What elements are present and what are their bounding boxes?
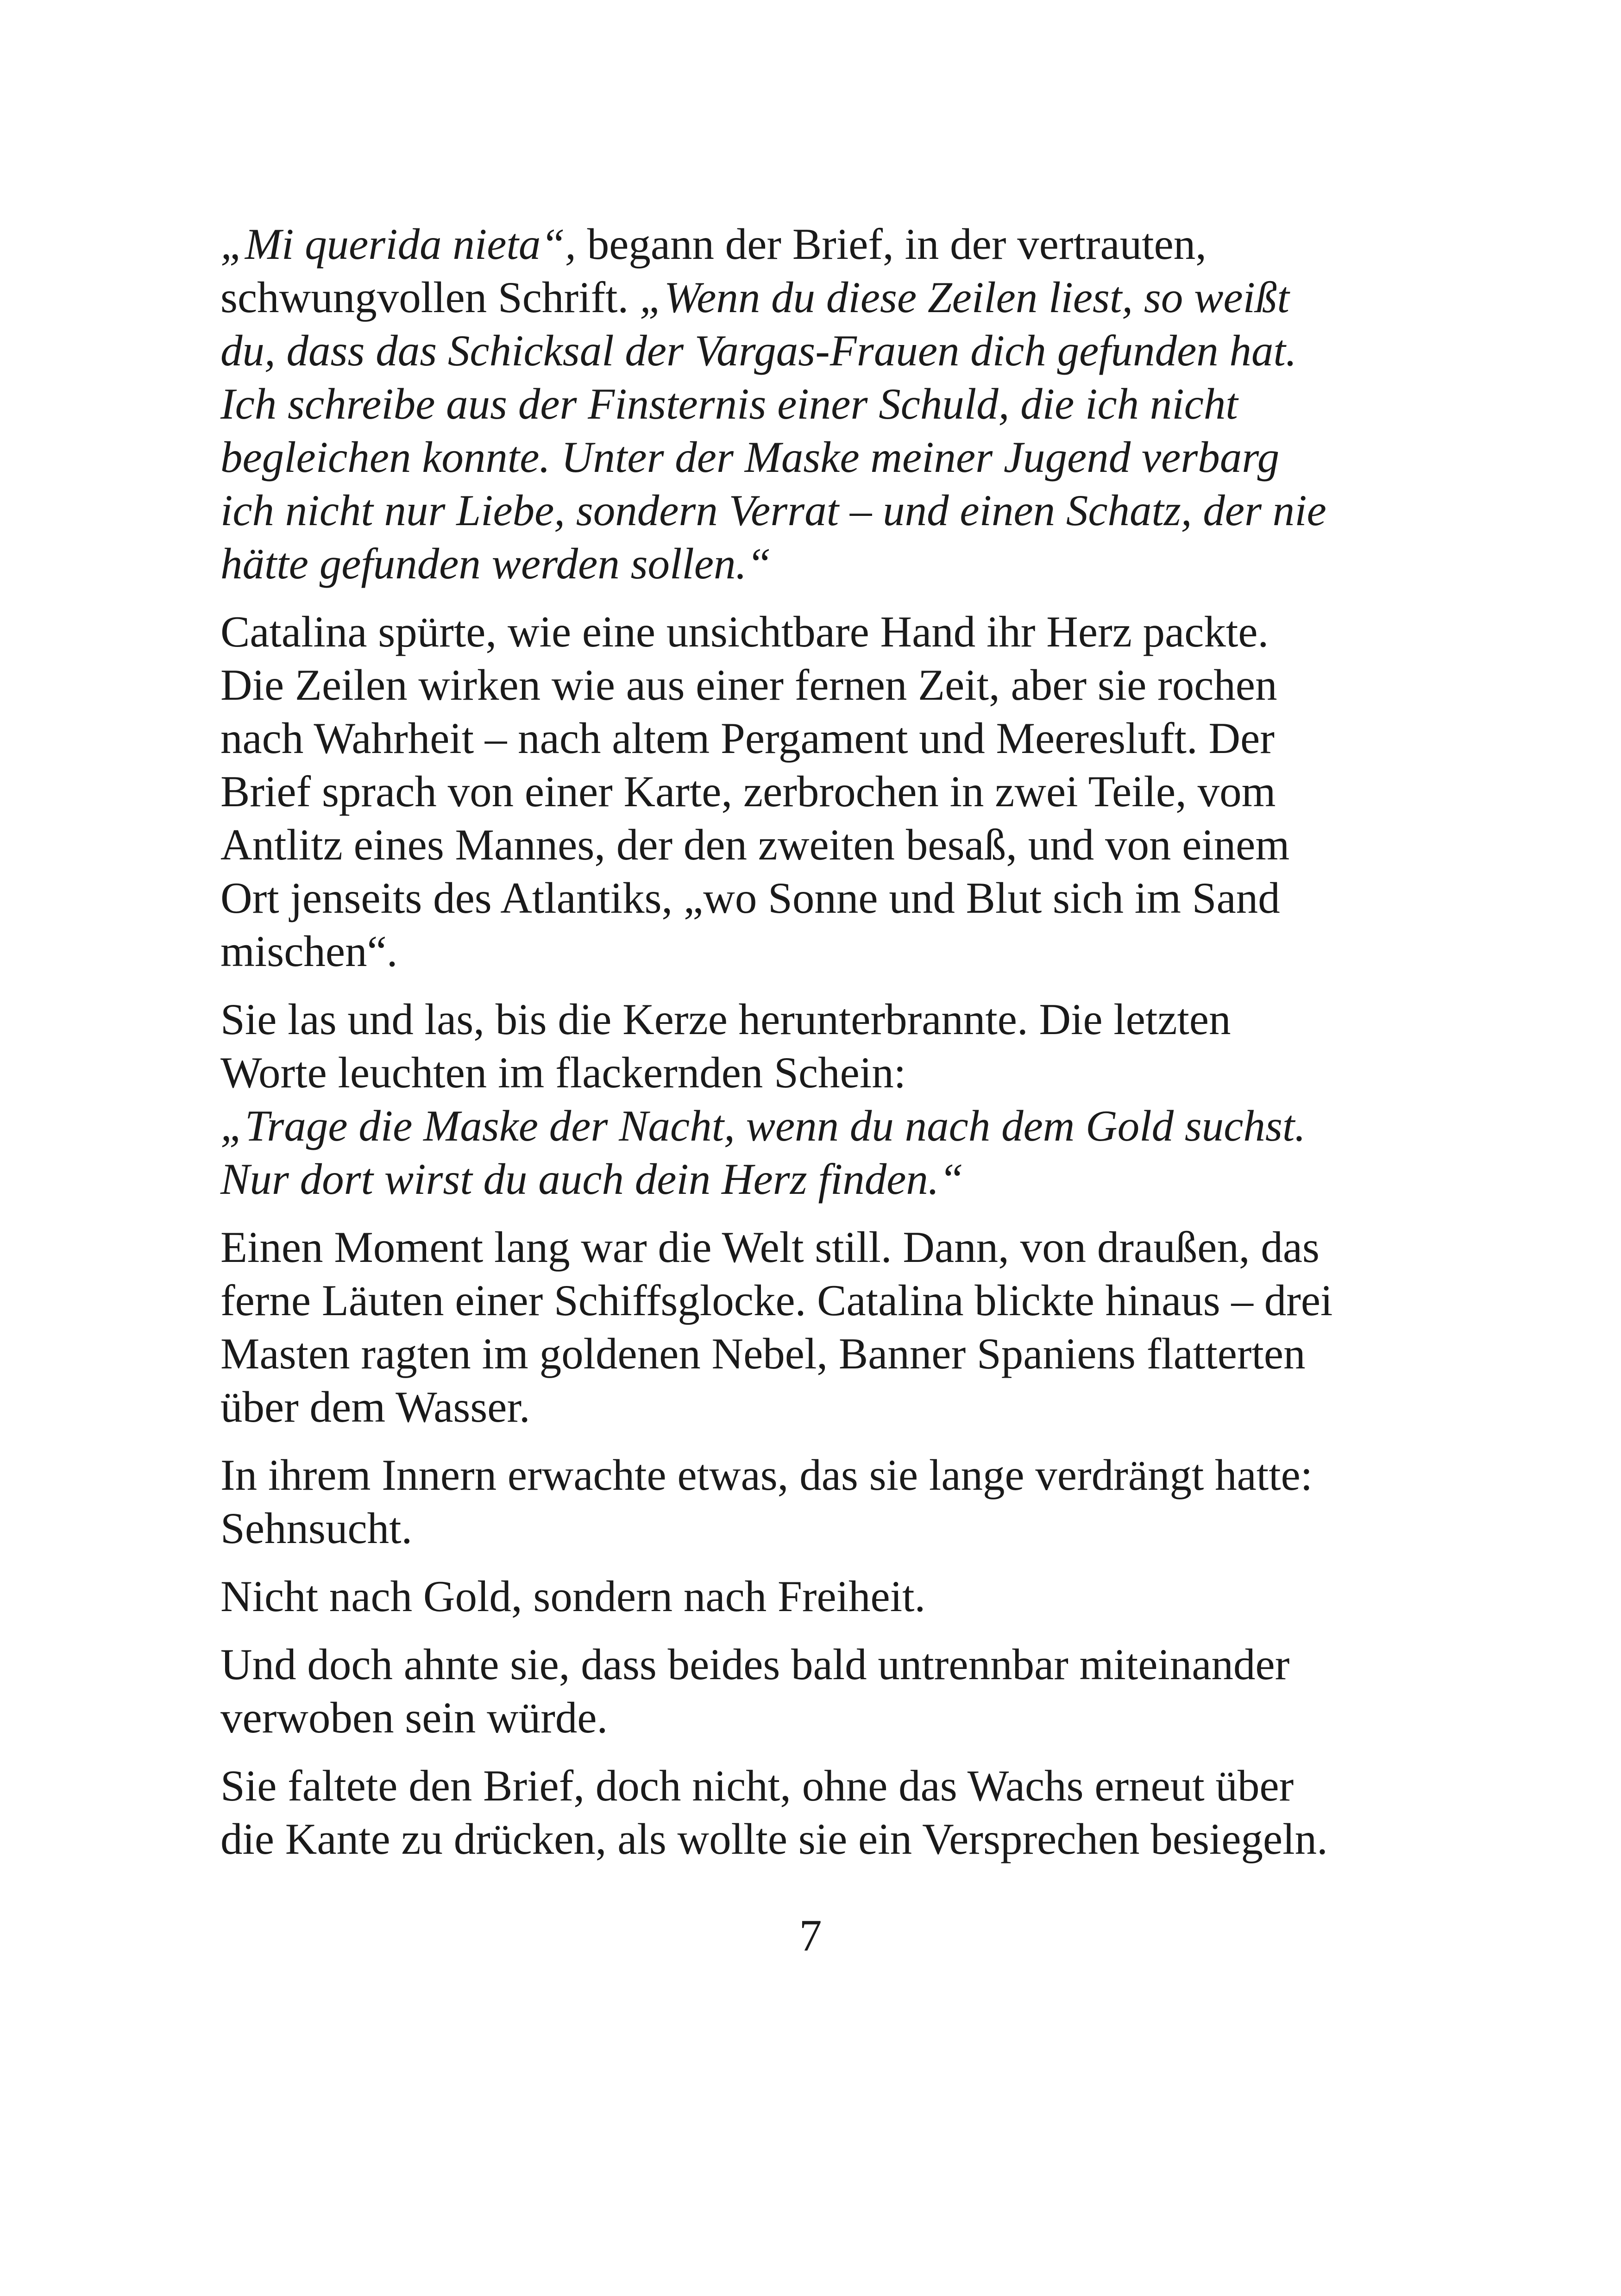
text-line xyxy=(220,872,1406,925)
text-segment: nach Wahrheit – nach altem Pergament und Meeresluft. Der xyxy=(220,714,1275,763)
page-body xyxy=(220,218,1406,1881)
paragraph xyxy=(220,1638,1406,1744)
paragraph xyxy=(220,1759,1406,1866)
text-line xyxy=(220,537,1406,590)
text-segment: Und doch ahnte sie, dass beides bald untrennbar miteinander xyxy=(220,1640,1290,1689)
italic-text-segment: „Trage die Maske der Nacht, wenn du nach dem Gold suchst. xyxy=(220,1101,1306,1150)
text-line xyxy=(220,1449,1406,1502)
text-line xyxy=(220,1099,1406,1153)
paragraph xyxy=(220,1221,1406,1434)
text-line xyxy=(220,925,1406,978)
italic-text-segment: „Wenn du diese Zeilen liest, so weißt xyxy=(640,273,1289,322)
text-segment: über dem Wasser. xyxy=(220,1382,530,1431)
text-segment: begann der Brief, in der vertrauten, xyxy=(576,220,1207,269)
text-line xyxy=(220,1691,1406,1744)
text-line xyxy=(220,1502,1406,1555)
text-segment: verwoben sein würde. xyxy=(220,1693,608,1742)
italic-text-segment: hätte gefunden werden sollen.“ xyxy=(220,539,772,588)
text-line xyxy=(220,484,1406,537)
paragraph xyxy=(220,605,1406,978)
text-segment: Sie faltete den Brief, doch nicht, ohne das Wachs erneut über xyxy=(220,1761,1294,1810)
text-segment: ferne Läuten einer Schiffsglocke. Catalina blickte hinaus – drei xyxy=(220,1276,1333,1325)
text-line xyxy=(220,1813,1406,1866)
text-segment: Einen Moment lang war die Welt still. Dann, von draußen, das xyxy=(220,1223,1320,1272)
text-line xyxy=(220,1327,1406,1380)
italic-text-segment: Ich schreibe aus der Finsternis einer Schuld, die ich nicht xyxy=(220,379,1238,428)
text-segment: Nicht nach Gold, sondern nach Freiheit. xyxy=(220,1572,926,1621)
text-line xyxy=(220,1274,1406,1327)
italic-text-segment: du, dass das Schicksal der Vargas-Frauen dich gefunden hat. xyxy=(220,326,1297,375)
paragraph xyxy=(220,218,1406,590)
text-line xyxy=(220,1570,1406,1623)
text-line xyxy=(220,1638,1406,1691)
text-segment: Catalina spürte, wie eine unsichtbare Hand ihr Herz packte. xyxy=(220,607,1269,656)
text-segment: Antlitz eines Mannes, der den zweiten besaß, und von einem xyxy=(220,820,1290,869)
text-line xyxy=(220,271,1406,324)
italic-text-segment: begleichen konnte. Unter der Maske meiner Jugend verbarg xyxy=(220,433,1280,482)
text-line xyxy=(220,659,1406,712)
page-number: 7 xyxy=(799,1911,822,1961)
italic-text-segment: „Mi querida nieta“, xyxy=(220,220,576,269)
text-line xyxy=(220,1221,1406,1274)
text-segment: mischen“. xyxy=(220,927,398,976)
text-segment: Masten ragten im goldenen Nebel, Banner Spaniens flatterten xyxy=(220,1329,1306,1378)
text-segment: Ort jenseits des Atlantiks, „wo Sonne und Blut sich im Sand xyxy=(220,873,1280,922)
text-line xyxy=(220,377,1406,431)
text-line xyxy=(220,1380,1406,1434)
text-line xyxy=(220,431,1406,484)
text-segment: Sehnsucht. xyxy=(220,1504,413,1553)
paragraph xyxy=(220,993,1406,1206)
text-line xyxy=(220,1153,1406,1206)
text-segment: Sie las und las, bis die Kerze herunterbrannte. Die letzten xyxy=(220,995,1231,1044)
text-line xyxy=(220,993,1406,1046)
text-line xyxy=(220,324,1406,377)
paragraph xyxy=(220,1570,1406,1623)
text-line xyxy=(220,218,1406,271)
text-segment: schwungvollen Schrift. xyxy=(220,273,640,322)
text-line xyxy=(220,605,1406,659)
text-line xyxy=(220,712,1406,765)
text-segment: Die Zeilen wirken wie aus einer fernen Zeit, aber sie rochen xyxy=(220,660,1277,709)
italic-text-segment: ich nicht nur Liebe, sondern Verrat – und einen Schatz, der nie xyxy=(220,486,1326,535)
text-segment: Brief sprach von einer Karte, zerbrochen in zwei Teile, vom xyxy=(220,767,1276,816)
text-line xyxy=(220,1046,1406,1099)
italic-text-segment: Nur dort wirst du auch dein Herz finden.“ xyxy=(220,1154,964,1204)
text-line xyxy=(220,1759,1406,1813)
text-line xyxy=(220,765,1406,818)
text-line xyxy=(220,818,1406,872)
text-segment: Worte leuchten im flackernden Schein: xyxy=(220,1048,906,1097)
text-segment: In ihrem Innern erwachte etwas, das sie lange verdrängt hatte: xyxy=(220,1450,1313,1499)
paragraph xyxy=(220,1449,1406,1555)
text-segment: die Kante zu drücken, als wollte sie ein Versprechen besiegeln. xyxy=(220,1814,1328,1863)
